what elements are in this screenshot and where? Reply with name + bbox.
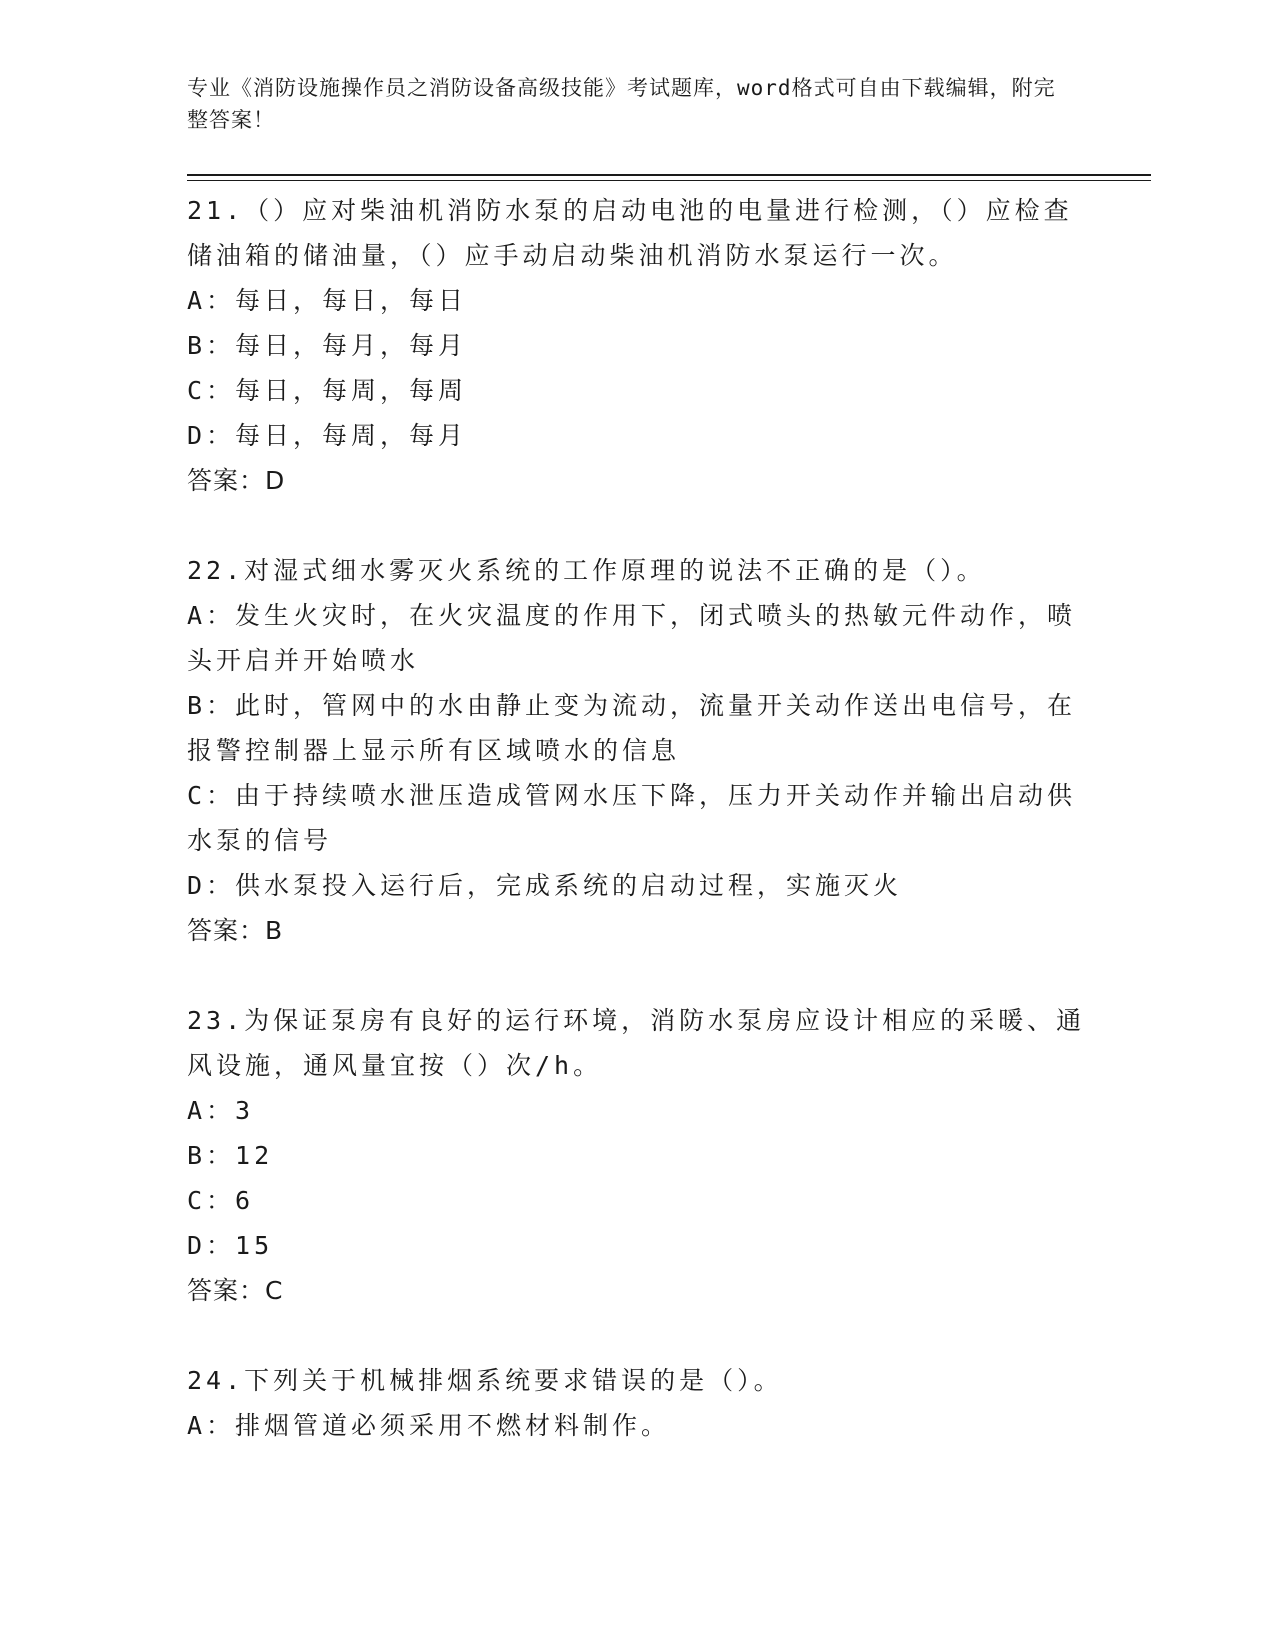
question-stem: 23.为保证泵房有良好的运行环境，消防水泵房应设计相应的采暖、通风设施，通风量宜按（）次/h。	[187, 1006, 1086, 1080]
question-24	[187, 1358, 1087, 1448]
option-a: A：发生火灾时，在火灾温度的作用下，闭式喷头的热敏元件动作，喷头开启并开始喷水	[187, 601, 1077, 675]
question-22	[187, 548, 1087, 953]
option-d: D：每日，每周，每月	[187, 421, 468, 450]
document-header: 专业《消防设施操作员之消防设备高级技能》考试题库，word格式可自由下载编辑，附完整答案！	[187, 76, 1056, 132]
answer-line: 答案：C	[187, 1276, 284, 1305]
answer-line: 答案：D	[187, 466, 286, 495]
option-b: B：12	[187, 1141, 274, 1170]
option-b: B：此时，管网中的水由静止变为流动，流量开关动作送出电信号，在报警控制器上显示所有区域喷水的信息	[187, 691, 1077, 765]
option-d: D：供水泵投入运行后，完成系统的启动过程，实施灭火	[187, 871, 903, 900]
option-c: C：6	[187, 1186, 255, 1215]
option-a: A：每日，每日，每日	[187, 286, 468, 315]
question-stem: 22.对湿式细水雾灭火系统的工作原理的说法不正确的是（）。	[187, 556, 986, 585]
header-divider-thick	[187, 174, 1151, 176]
question-stem: 24.下列关于机械排烟系统要求错误的是（）。	[187, 1366, 783, 1395]
option-c: C：由于持续喷水泄压造成管网水压下降，压力开关动作并输出启动供水泵的信号	[187, 781, 1077, 855]
question-23	[187, 998, 1087, 1313]
option-d: D：15	[187, 1231, 274, 1260]
question-stem: 21.（）应对柴油机消防水泵的启动电池的电量进行检测，（）应检查储油箱的储油量，（）应手动启动柴油机消防水泵运行一次。	[187, 196, 1073, 270]
option-a: A：排烟管道必须采用不燃材料制作。	[187, 1411, 671, 1440]
question-21	[187, 188, 1087, 503]
option-a: A：3	[187, 1096, 255, 1125]
option-c: C：每日，每周，每周	[187, 376, 468, 405]
question-list	[187, 188, 1087, 1493]
header-divider-thin	[187, 180, 1151, 181]
option-b: B：每日，每月，每月	[187, 331, 468, 360]
answer-line: 答案：B	[187, 916, 284, 945]
